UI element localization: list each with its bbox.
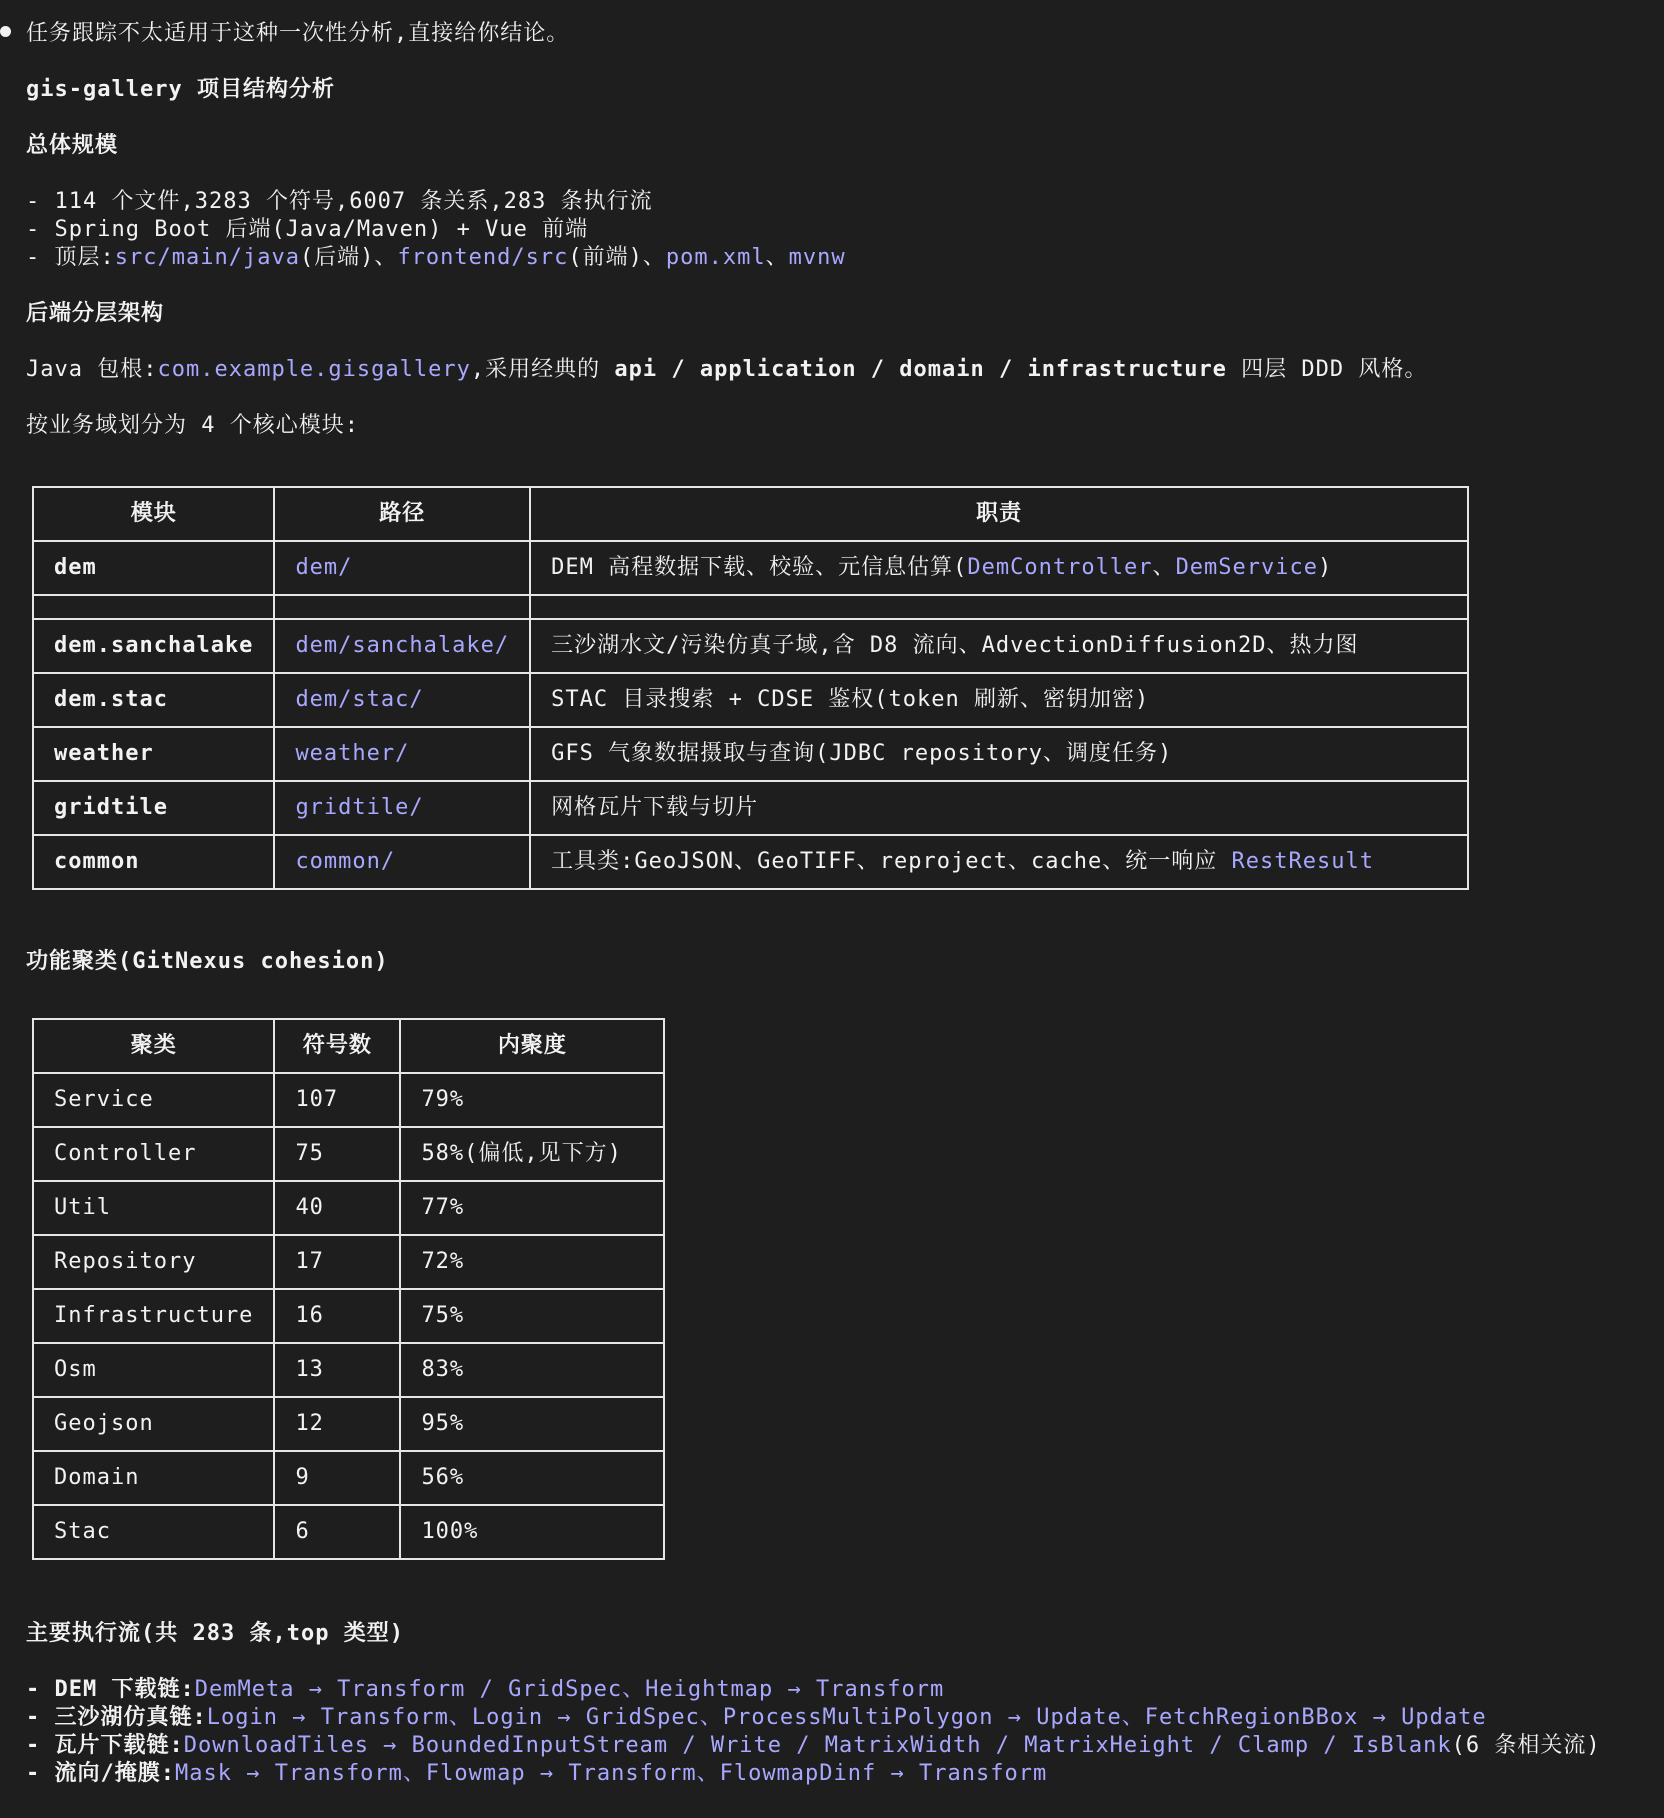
arch-root-mid: ,采用经典的	[470, 357, 615, 382]
cluster-cohesion: 58%(偏低,见下方)	[400, 1127, 664, 1181]
flow-label: DEM 下载链:	[54, 1677, 195, 1702]
flow-label: 流向/掩膜:	[54, 1761, 175, 1786]
flow-item: - DEM 下载链:DemMeta → Transform / GridSpec、Heightmap → Transform	[26, 1677, 945, 1702]
col-header-cluster: 聚类	[33, 1019, 274, 1073]
cluster-name: Geojson	[33, 1397, 274, 1451]
scale-item-1-text: 114 个文件,3283 个符号,6007 条关系,283 条执行流	[54, 189, 653, 214]
frontend-label: (前端)、	[568, 245, 666, 270]
cluster-count: 40	[274, 1181, 400, 1235]
flow-item: - 三沙湖仿真链:Login → Transform、Login → GridSpec、ProcessMultiPolygon → Update、FetchRegionBBox → Update	[26, 1705, 1487, 1730]
cluster-cohesion: 83%	[400, 1343, 664, 1397]
cluster-name: Service	[33, 1073, 274, 1127]
col-header-module: 模块	[33, 487, 274, 541]
empty-cell	[274, 595, 530, 619]
module-path: dem/sanchalake/	[274, 619, 530, 673]
scale-item-1: - 114 个文件,3283 个符号,6007 条关系,283 条执行流	[26, 189, 653, 214]
cluster-cohesion: 95%	[400, 1397, 664, 1451]
module-desc-text: 工具类:GeoJSON、GeoTIFF、reproject、cache、统一响应	[551, 849, 1232, 874]
arch-heading: 后端分层架构	[26, 301, 165, 326]
cluster-count: 9	[274, 1451, 400, 1505]
module-name: common	[33, 835, 274, 889]
cluster-name: Domain	[33, 1451, 274, 1505]
col-header-cohesion: 内聚度	[400, 1019, 664, 1073]
scale-item-2: - Spring Boot 后端(Java/Maven) + Vue 前端	[26, 217, 589, 242]
flow-label: 三沙湖仿真链:	[54, 1705, 207, 1730]
module-desc-code: DemController	[967, 555, 1153, 580]
table-row	[33, 835, 1468, 889]
frontend-path: frontend/src	[397, 245, 569, 270]
module-path: common/	[274, 835, 530, 889]
cluster-cohesion: 77%	[400, 1181, 664, 1235]
table-row-empty	[33, 595, 1468, 619]
module-desc	[530, 541, 1468, 595]
modules-table	[32, 486, 1469, 890]
backend-label: (后端)、	[299, 245, 398, 270]
col-header-path: 路径	[274, 487, 530, 541]
cluster-cohesion: 72%	[400, 1235, 664, 1289]
table-row	[33, 1181, 664, 1235]
empty-cell	[530, 595, 1468, 619]
clusters-table-header	[33, 1019, 664, 1073]
arch-root-prefix: Java 包根:	[26, 357, 158, 382]
module-desc: STAC 目录搜索 + CDSE 鉴权(token 刷新、密钥加密)	[530, 673, 1468, 727]
cluster-cohesion: 100%	[400, 1505, 664, 1559]
cluster-count: 16	[274, 1289, 400, 1343]
module-desc-text: DEM 高程数据下载、校验、元信息估算(	[551, 555, 968, 580]
arch-root-suffix: 四层 DDD 风格。	[1226, 357, 1428, 382]
module-name: dem	[33, 541, 274, 595]
module-desc-sep: 、	[1152, 555, 1176, 580]
flow-chain: Login → Transform、Login → GridSpec、ProcessMultiPolygon → Update、FetchRegionBBox → Update	[206, 1705, 1487, 1730]
module-path: weather/	[274, 727, 530, 781]
flows-heading: 主要执行流(共 283 条,top 类型)	[26, 1621, 404, 1646]
cluster-count: 75	[274, 1127, 400, 1181]
col-header-desc: 职责	[530, 487, 1468, 541]
module-desc: GFS 气象数据摄取与查询(JDBC repository、调度任务)	[530, 727, 1468, 781]
table-row	[33, 1289, 664, 1343]
module-desc: 三沙湖水文/污染仿真子域,含 D8 流向、AdvectionDiffusion2D、热力图	[530, 619, 1468, 673]
module-desc-code: RestResult	[1231, 849, 1374, 874]
cluster-count: 13	[274, 1343, 400, 1397]
module-desc: 网格瓦片下载与切片	[530, 781, 1468, 835]
table-row	[33, 1073, 664, 1127]
cluster-count: 107	[274, 1073, 400, 1127]
flow-chain: DownloadTiles → BoundedInputStream / Write / MatrixWidth / MatrixHeight / Clamp / IsBlank	[183, 1733, 1452, 1758]
cluster-name: Controller	[33, 1127, 274, 1181]
col-header-count: 符号数	[274, 1019, 400, 1073]
table-row	[33, 781, 1468, 835]
flow-item: - 瓦片下载链:DownloadTiles → BoundedInputStream / Write / MatrixWidth / MatrixHeight / Clamp / IsBlank(6 条相关流)	[26, 1733, 1601, 1758]
table-row	[33, 1505, 664, 1559]
intro-text: 任务跟踪不太适用于这种一次性分析,直接给你结论。	[26, 21, 570, 46]
cluster-count: 17	[274, 1235, 400, 1289]
separator: 、	[765, 245, 789, 270]
arch-split-text: 按业务域划分为 4 个核心模块:	[26, 413, 359, 438]
cluster-name: Osm	[33, 1343, 274, 1397]
scale-heading: 总体规模	[26, 133, 119, 158]
module-name: dem.stac	[33, 673, 274, 727]
module-name: gridtile	[33, 781, 274, 835]
flow-suffix: (6 条相关流)	[1451, 1733, 1601, 1758]
cluster-name: Util	[33, 1181, 274, 1235]
backend-path: src/main/java	[114, 245, 300, 270]
flow-chain: DemMeta → Transform / GridSpec、Heightmap → Transform	[194, 1677, 945, 1702]
cluster-cohesion: 75%	[400, 1289, 664, 1343]
flow-item: - 流向/掩膜:Mask → Transform、Flowmap → Transform、FlowmapDinf → Transform	[26, 1761, 1048, 1786]
mvnw-file: mvnw	[788, 245, 846, 270]
cluster-count: 12	[274, 1397, 400, 1451]
cluster-count: 6	[274, 1505, 400, 1559]
scale-item-3-prefix: 顶层:	[54, 245, 115, 270]
module-path: gridtile/	[274, 781, 530, 835]
table-row	[33, 619, 1468, 673]
scale-item-2-text: Spring Boot 后端(Java/Maven) + Vue 前端	[54, 217, 589, 242]
cluster-name: Repository	[33, 1235, 274, 1289]
table-row	[33, 1397, 664, 1451]
flow-label: 瓦片下载链:	[54, 1733, 184, 1758]
arch-layers: api / application / domain / infrastructure	[614, 357, 1227, 382]
clusters-table	[32, 1018, 665, 1560]
table-row	[33, 673, 1468, 727]
cluster-cohesion: 79%	[400, 1073, 664, 1127]
arch-root	[26, 356, 1427, 384]
cluster-cohesion: 56%	[400, 1451, 664, 1505]
module-name: weather	[33, 727, 274, 781]
page-title: gis-gallery 项目结构分析	[26, 77, 335, 102]
module-desc-code: DemService	[1175, 555, 1319, 580]
table-row	[33, 541, 1468, 595]
module-name: dem.sanchalake	[33, 619, 274, 673]
modules-table-header	[33, 487, 1468, 541]
bullet-icon	[0, 26, 11, 37]
module-desc	[530, 835, 1468, 889]
pom-file: pom.xml	[665, 245, 766, 270]
table-row	[33, 1127, 664, 1181]
scale-item-3: - 顶层:src/main/java(后端)、frontend/src(前端)、pom.xml、mvnw	[26, 245, 846, 270]
clusters-heading: 功能聚类(GitNexus cohesion)	[26, 949, 389, 974]
flow-chain: Mask → Transform、Flowmap → Transform、FlowmapDinf → Transform	[175, 1761, 1048, 1786]
root-package: com.example.gisgallery	[157, 357, 471, 382]
table-row	[33, 727, 1468, 781]
module-desc-end: )	[1318, 555, 1333, 580]
table-row	[33, 1451, 664, 1505]
cluster-name: Stac	[33, 1505, 274, 1559]
empty-cell	[33, 595, 274, 619]
cluster-name: Infrastructure	[33, 1289, 274, 1343]
module-path: dem/stac/	[274, 673, 530, 727]
table-row	[33, 1343, 664, 1397]
table-row	[33, 1235, 664, 1289]
module-path: dem/	[274, 541, 530, 595]
